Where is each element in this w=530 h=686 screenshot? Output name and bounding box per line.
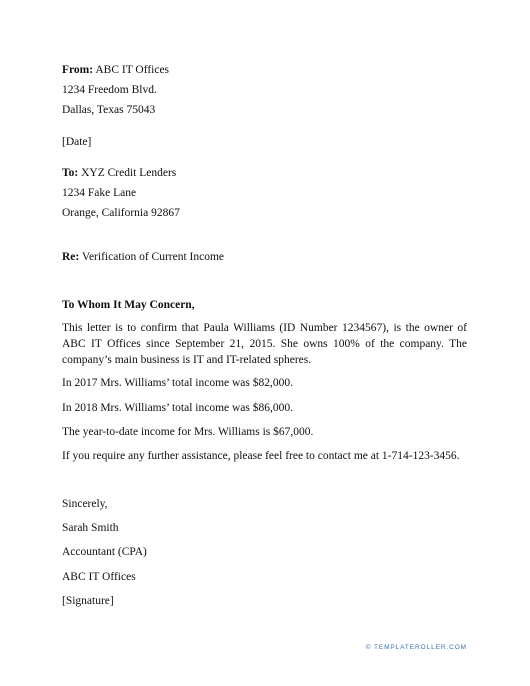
salutation: To Whom It May Concern, (62, 299, 195, 311)
valediction: Sincerely, (62, 498, 108, 510)
re-subject: Verification of Current Income (81, 251, 225, 263)
to-address-line1: 1234 Fake Lane (62, 187, 137, 199)
from-label: From: (62, 64, 94, 76)
from-address-line2: Dallas, Texas 75043 (62, 104, 156, 116)
from-address-line1: 1234 Freedom Blvd. (62, 84, 157, 96)
from-line (62, 63, 169, 77)
date-placeholder: [Date] (62, 136, 92, 148)
to-line (62, 166, 176, 180)
to-label: To: (62, 167, 79, 179)
body-paragraph-2: In 2017 Mrs. Williams’ total income was $82,000. (62, 377, 293, 389)
to-address-line2: Orange, California 92867 (62, 207, 180, 219)
signer-company: ABC IT Offices (62, 571, 136, 583)
body-paragraph-3: In 2018 Mrs. Williams’ total income was $86,000. (62, 402, 293, 414)
re-line (62, 250, 224, 264)
from-name: ABC IT Offices (95, 64, 170, 76)
re-label: Re: (62, 251, 80, 263)
body-paragraph-5: If you require any further assistance, please feel free to contact me at 1-714-123-3456. (62, 450, 460, 462)
to-name: XYZ Credit Lenders (81, 167, 177, 179)
footer-link[interactable]: © TEMPLATEROLLER.COM (365, 644, 467, 651)
body-paragraph-1: This letter is to confirm that Paula Williams (ID Number 1234567), is the owner of ABC IT Offices since September 21, 2015. She owns 100% of the company. The company’s main business is IT and IT-related spheres. (62, 322, 467, 366)
body-paragraph-4: The year-to-date income for Mrs. Williams is $67,000. (62, 426, 314, 438)
signature-placeholder: [Signature] (62, 595, 114, 607)
signer-title: Accountant (CPA) (62, 546, 147, 558)
signer-name: Sarah Smith (62, 522, 119, 534)
